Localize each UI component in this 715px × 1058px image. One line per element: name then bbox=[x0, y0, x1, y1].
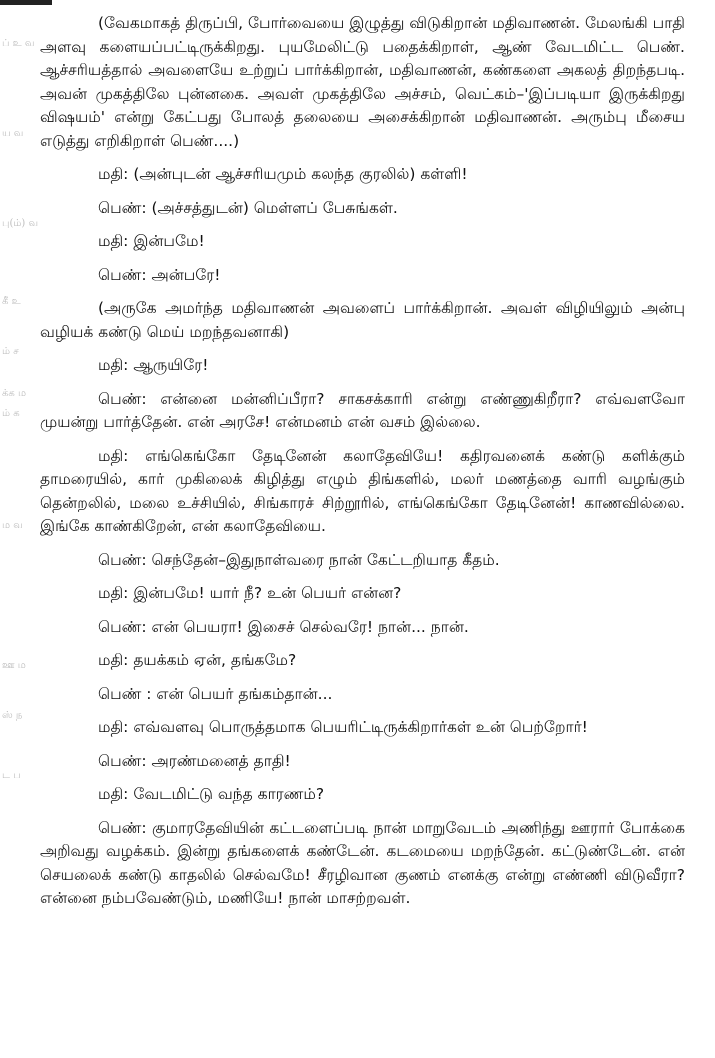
dialogue-line: மதி: தயக்கம் ஏன், தங்கமே? bbox=[98, 651, 297, 669]
bleed-through-margin: ப் உ வ ய வ பு(ம்) வ கீ உ ம் ச க்க ம ம் க ம வ ஊ ம ஸ் ந ட ப bbox=[2, 38, 39, 781]
dialogue-line: பெண்: (அச்சத்துடன்) மெள்ளப் பேசுங்கள். bbox=[98, 198, 398, 217]
dialogue-line: பெண்: அரண்மனைத் தாதி! bbox=[98, 751, 291, 770]
stage-direction: (அருகே அமர்ந்த மதிவாணன் அவளைப் பார்க்கிறான். அவள் விழியிலும் அன்பு வழியக் கண்டு மெய் மறந்தவனாகி) bbox=[40, 299, 685, 341]
dialogue-line: மதி: (அன்புடன் ஆச்சரியமும் கலந்த குரலில்) கள்ளி! bbox=[98, 165, 468, 183]
stage-direction: (வேகமாகத் திருப்பி, போர்வையை இழுத்து விடுகிறான் மதிவாணன். மேலங்கி பாதி அளவு களையப்பட்டிருக்கிறது. புயமேலிட்டு பதைக்கிறாள், ஆண் வேடமிட்ட பெண். ஆச்சரியத்தால் அவளையே உற்றுப் பார்க்கிறான், மதிவாணன், கண்களை அகலத் திறந்தபடி. அவன் முகத்திலே புன்னகை. அவள் முகத்திலே அச்சம், வெட்கம்–'இப்படியா இருக்கிறது விஷயம்' என்று கேட்பது போலத் தலையை அசைக்கிறான் மதிவாணன். அரும்பு மீசைய எடுத்து எறிகிறாள் பெண்....) bbox=[40, 14, 685, 150]
dialogue-line: மதி: வேடமிட்டு வந்த காரணம்? bbox=[98, 785, 325, 803]
dialogue-line: பெண்: அன்பரே! bbox=[98, 265, 221, 284]
dialogue-line: மதி: இன்பமே! bbox=[98, 232, 205, 250]
dialogue-line: மதி: எங்கெங்கோ தேடினேன் கலாதேவியே! கதிரவனைக் கண்டு களிக்கும் தாமரையில், கார் முகிலைக் கிழித்து எழும் திங்களில், மலர் மணத்தை வாரி வழங்கும் தென்றலில், மலை உச்சியில், சிங்காரச் சிற்றூரில், எங்கெங்கோ தேடினேன்! காணவில்லை. இங்கே காண்கிறேன், என் கலாதேவியை. bbox=[40, 446, 685, 535]
dialogue-line: பெண்: குமாரதேவியின் கட்டளைப்படி நான் மாறுவேடம் அணிந்து ஊரார் போக்கை அறிவது வழக்கம். இன்று தங்களைக் கண்டேன். கடமையை மறந்தேன். கட்டுண்டேன். என் செயலைக் கண்டு காதலில் செல்வமே! சீரழிவான குணம் எனக்கு என்று எண்ணி விடுவீரா? என்னை நம்பவேண்டும், மணியே! நான் மாசற்றவள். bbox=[40, 818, 685, 907]
dialogue-line: பெண்: என்னை மன்னிப்பீரா? சாகசக்காரி என்று எண்ணுகிறீரா? எவ்வளவோ முயன்று பார்த்தேன். என் அரசே! என்மனம் என் வசம் இல்லை. bbox=[40, 389, 685, 431]
dialogue-line: பெண்: என் பெயரா! இசைச் செல்வரே! நான்... நான். bbox=[98, 617, 469, 636]
dialogue-line: மதி: எவ்வளவு பொருத்தமாக பெயரிட்டிருக்கிறார்கள் உன் பெற்றோர்! bbox=[98, 718, 588, 736]
dialogue-line: பெண்: செந்தேன்–இதுநாள்வரை நான் கேட்டறியாத கீதம். bbox=[98, 550, 500, 569]
dialogue-line: மதி: இன்பமே! யார் நீ? உன் பெயர் என்ன? bbox=[98, 584, 402, 602]
dialogue-line: பெண் : என் பெயர் தங்கம்தான்... bbox=[98, 684, 333, 703]
dialogue-line: மதி: ஆருயிரே! bbox=[98, 356, 209, 374]
